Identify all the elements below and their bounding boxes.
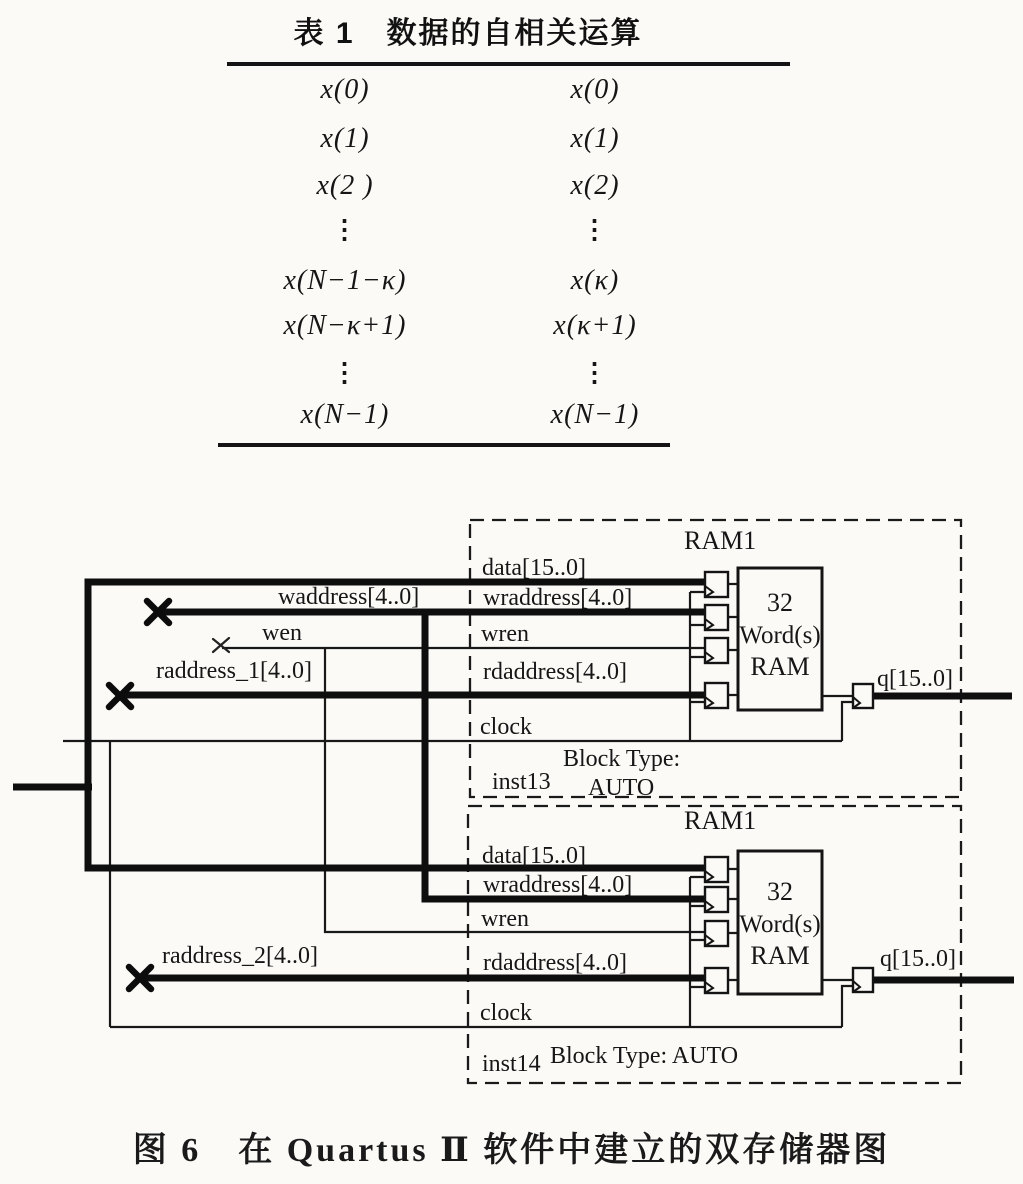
block-type-label: Block Type: AUTO	[550, 1043, 739, 1069]
port-label-wraddress: wraddress[4..0]	[483, 872, 633, 898]
x-marker-small-icon	[213, 638, 229, 652]
clock-riser-out2	[842, 986, 853, 1027]
table-cell: x(1)	[320, 123, 370, 154]
wraddress-port-register	[705, 887, 728, 912]
net-label-wen: wen	[262, 620, 302, 646]
figure-caption: 图 6 在 Quartus Ⅱ 软件中建立的双存储器图	[132, 1132, 891, 1169]
table-cell: x(0)	[320, 74, 370, 105]
table-cell: x(N−κ+1)	[283, 310, 407, 341]
rdaddress-port-register	[705, 683, 728, 708]
wraddress-port-register	[705, 605, 728, 630]
q-output-register	[853, 968, 873, 992]
instance-name: inst13	[492, 769, 551, 795]
table-ellipsis: ⋮	[581, 215, 609, 244]
q-output-register	[853, 684, 873, 708]
clock-riser-out1	[842, 702, 853, 741]
port-label-rdaddress: rdaddress[4..0]	[483, 950, 627, 976]
module-title: RAM1	[684, 806, 757, 835]
net-label-raddress1: raddress_1[4..0]	[156, 658, 312, 684]
ram-label: RAM	[750, 941, 810, 970]
ram-words-label: Word(s)	[739, 911, 821, 938]
table-cell: x(2 )	[316, 170, 374, 201]
table-cell: x(2)	[570, 170, 620, 201]
block-type-label: Block Type:	[563, 746, 681, 772]
port-label-data: data[15..0]	[482, 843, 586, 869]
q-internal-wires	[822, 696, 853, 980]
data-bus-wire	[88, 582, 705, 868]
table-cell: x(N−1)	[550, 399, 640, 430]
table-cell: x(N−1−κ)	[283, 265, 407, 296]
ram-size-label: 32	[767, 588, 793, 617]
ram-words-label: Word(s)	[739, 622, 821, 649]
net-label-raddress2: raddress_2[4..0]	[162, 943, 318, 969]
port-label-clock: clock	[480, 1000, 532, 1026]
port-label-rdaddress: rdaddress[4..0]	[483, 659, 627, 685]
data-port-register	[705, 857, 728, 882]
port-label-wraddress: wraddress[4..0]	[483, 585, 633, 611]
port-label-wren: wren	[481, 621, 529, 647]
block-type-value: AUTO	[588, 775, 655, 801]
instance-name: inst14	[482, 1051, 541, 1077]
port-label-clock: clock	[480, 714, 532, 740]
data-port-register	[705, 572, 728, 597]
table-cell: x(0)	[570, 74, 620, 105]
ram-size-label: 32	[767, 877, 793, 906]
table-title: 表 1 数据的自相关运算	[293, 17, 643, 50]
table-cell: x(N−1)	[300, 399, 390, 430]
port-label-data: data[15..0]	[482, 555, 586, 581]
table-cell: x(κ+1)	[553, 310, 637, 341]
table-ellipsis: ⋮	[331, 358, 359, 387]
port-label-wren: wren	[481, 906, 529, 932]
wren-port-register	[705, 638, 728, 663]
ram-label: RAM	[750, 652, 810, 681]
q-output-label: q[15..0]	[877, 666, 953, 692]
net-label-waddress: waddress[4..0]	[278, 584, 420, 610]
table-ellipsis: ⋮	[331, 215, 359, 244]
module-title: RAM1	[684, 526, 757, 555]
wren-port-register	[705, 921, 728, 946]
q-output-label: q[15..0]	[880, 946, 956, 972]
table-cell: x(κ)	[570, 265, 620, 296]
table-cell: x(1)	[570, 123, 620, 154]
rdaddress-port-register	[705, 968, 728, 993]
table-ellipsis: ⋮	[581, 358, 609, 387]
